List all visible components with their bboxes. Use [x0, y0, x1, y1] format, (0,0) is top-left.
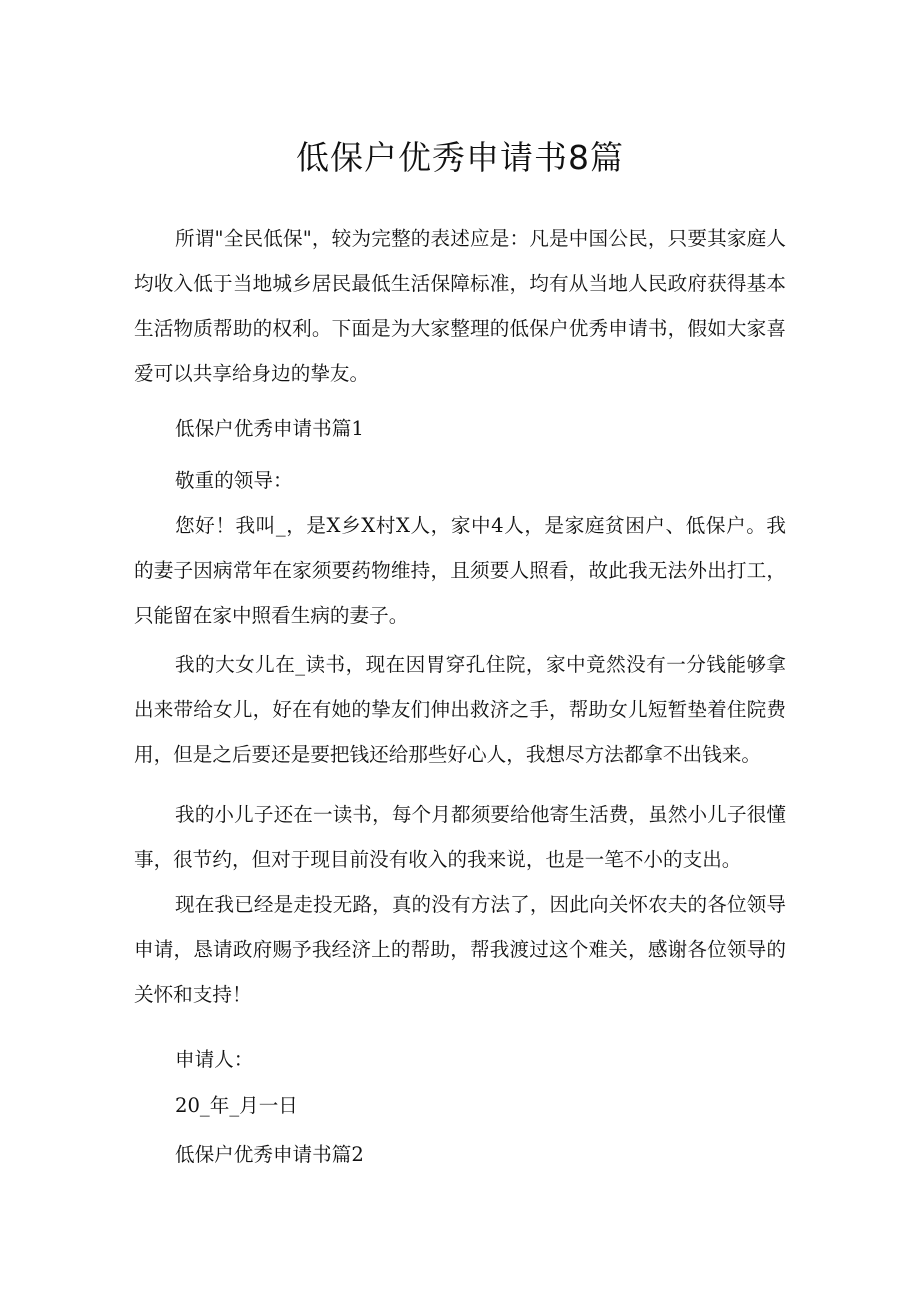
applicant-label: 申请人：	[175, 1048, 254, 1071]
document-title: 低保户优秀申请书8篇	[296, 138, 624, 177]
body-paragraph-2: 我的大女儿在_读书，现在因胃穿孔住院，家中竟然没有一分钱能够拿出来带给女儿，好在有她的挚友们伸出救济之手，帮助女儿短暂垫着住院费用，但是之后要还是要把钱还给那些好心人，我想尽方法都拿不出钱来。	[134, 653, 786, 766]
date-line: 20_年_月一日	[175, 1094, 298, 1117]
body-paragraph-1: 您好！我叫_，是X乡X村X人，家中4人，是家庭贫困户、低保户。我的妻子因病常年在家须要药物维持，且须要人照看，故此我无法外出打工，只能留在家中照看生病的妻子。	[134, 514, 786, 627]
section-heading-1: 低保户优秀申请书篇1	[175, 417, 364, 440]
salutation: 敬重的领导：	[175, 469, 293, 492]
section-heading-2: 低保户优秀申请书篇2	[175, 1143, 364, 1166]
body-paragraph-3: 我的小儿子还在一读书，每个月都须要给他寄生活费，虽然小儿子很懂事，很节约，但对于现目前没有收入的我来说，也是一笔不小的支出。	[134, 803, 786, 871]
body-paragraph-4: 现在我已经是走投无路，真的没有方法了，因此向关怀农夫的各位领导申请，恳请政府赐予我经济上的帮助，帮我渡过这个难关，感谢各位领导的关怀和支持！	[134, 893, 786, 1006]
intro-paragraph: 所谓"全民低保"，较为完整的表述应是：凡是中国公民，只要其家庭人均收入低于当地城乡居民最低生活保障标准，均有从当地人民政府获得基本生活物质帮助的权利。下面是为大家整理的低保户优秀申请书，假如大家喜爱可以共享给身边的挚友。	[134, 227, 786, 385]
